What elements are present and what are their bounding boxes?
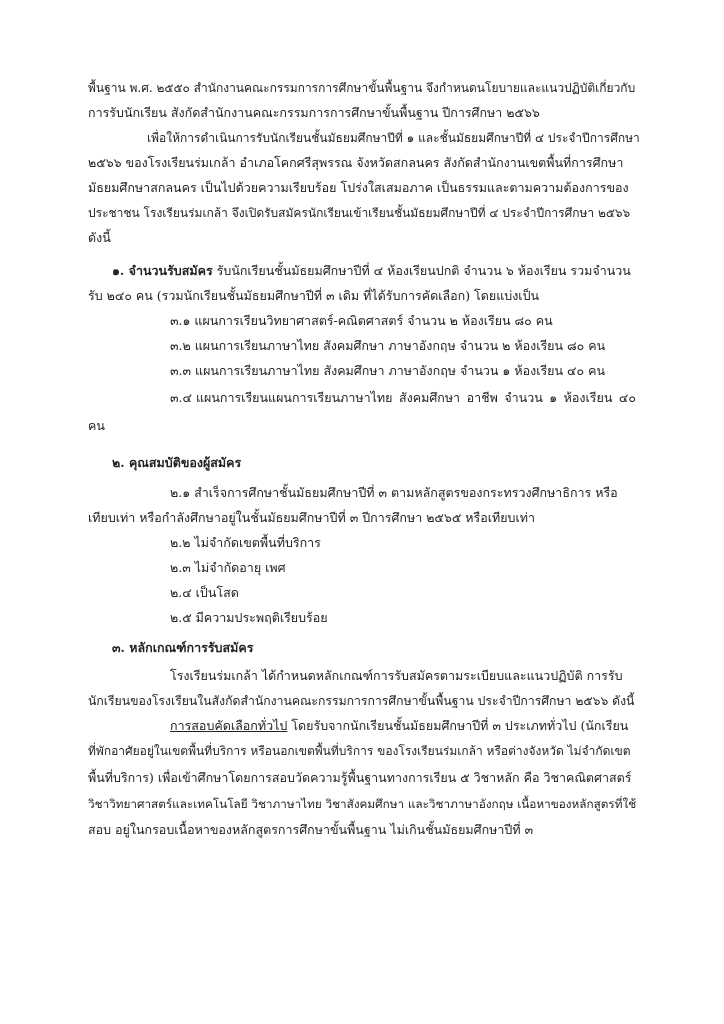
section-3-para-2-line-3: พื้นที่บริการ) เพื่อเข้าศึกษาโดยการสอบวัดความรู้พื้นฐานทางการเรียน ๕ วิชาหลัก คือ วิชาคณิตศาสตร์: [88, 770, 632, 785]
purpose-line-5: ดังนี้: [88, 230, 111, 245]
item-4-part: ห้องเรียน: [563, 390, 613, 405]
section-3-para-1-line-1: โรงเรียนร่มเกล้า ได้กำหนดหลักเกณฑ์การรับสมัครตามระเบียบและแนวปฏิบัติ การรับ: [170, 668, 623, 683]
section-3-para-1-line-2: นักเรียนของโรงเรียนในสังกัดสำนักงานคณะกรรมการการศึกษาขั้นพื้นฐาน ประจำปีการศึกษา ๒๕๖๖ ดังนี้: [88, 694, 635, 708]
intro-line-1: พื้นฐาน พ.ศ. ๒๕๕๐ สำนักงานคณะกรรมการการศึกษาขั้นพื้นฐาน จึงกำหนดนโยบายและแนวปฏิบัติเกี่ยวกับ: [88, 81, 636, 95]
section-1-item: ๓.๒ แผนการเรียนภาษาไทย สังคมศึกษา ภาษาอังกฤษ จำนวน ๒ ห้องเรียน ๘๐ คน: [170, 338, 606, 353]
section-3-para-2-line-5: สอบ อยู่ในกรอบเนื้อหาของหลักสูตรการศึกษาขั้นพื้นฐาน ไม่เกินชั้นมัธยมศึกษาปีที่ ๓: [88, 822, 534, 837]
item-4-part: ๑: [549, 390, 558, 405]
purpose-line-3: มัธยมศึกษาสกลนคร เป็นไปด้วยความเรียบร้อย โปร่งใสเสมอภาค เป็นธรรมและตามความต้องการของ: [88, 180, 629, 195]
general-selection-label: การสอบคัดเลือกทั่วไป: [170, 718, 288, 733]
section-1-line-1: [112, 263, 631, 279]
section-2-item-1-line-2: เทียบเท่า หรือกำลังศึกษาอยู่ในชั้นมัธยมศึกษาปีที่ ๓ ปีการศึกษา ๒๕๖๕ หรือเทียบเท่า: [88, 510, 536, 525]
section-3-heading: ๓. หลักเกณฑ์การรับสมัคร: [112, 640, 254, 655]
section-3-para-2-line-1: [170, 718, 628, 734]
section-1-item-justified: [170, 390, 636, 406]
section-1-heading: ๑. จำนวนรับสมัคร: [112, 263, 213, 278]
section-3-para-2-line-4: วิชาวิทยาศาสตร์และเทคโนโลยี วิชาภาษาไทย วิชาสังคมศึกษา และวิชาภาษาอังกฤษ เนื้อหาของหลักสูตรที่ใช้: [88, 797, 637, 811]
section-2-item: ๒.๒ ไม่จำกัดเขตพื้นที่บริการ: [170, 535, 321, 550]
section-1-line-2: รับ ๒๔๐ คน (รวมนักเรียนชั้นมัธยมศึกษาปีที่ ๓ เดิม ที่ได้รับการคัดเลือก) โดยแบ่งเป็น: [88, 288, 540, 303]
section-2-item: ๒.๕ มีความประพฤติเรียบร้อย: [170, 610, 328, 625]
section-3-para-2-line-2: ที่พักอาศัยอยู่ในเขตพื้นที่บริการ หรือนอกเขตพื้นที่บริการ ของโรงเรียนร่มเกล้า หรือต่างจังหวัด ไม่จำกัดเขต: [88, 744, 631, 758]
section-3-para-2-text: โดยรับจากนักเรียนชั้นมัธยมศึกษาปีที่ ๓ ประเภททั่วไป (นักเรียน: [291, 718, 629, 733]
item-4-part: จำนวน: [504, 390, 543, 405]
purpose-line-2: ๒๕๖๖ ของโรงเรียนร่มเกล้า อำเภอโคกศรีสุพรรณ จังหวัดสกลนคร สังกัดสำนักงานเขตพื้นที่การศึกษา: [88, 155, 624, 170]
purpose-line-1: เพื่อให้การดำเนินการรับนักเรียนชั้นมัธยมศึกษาปีที่ ๑ และชั้นมัธยมศึกษาปีที่ ๔ ประจำปีการศึกษา: [147, 131, 640, 145]
section-2-heading: ๒. คุณสมบัติของผู้สมัคร: [112, 455, 242, 470]
item-4-part: อาชีพ: [466, 390, 498, 405]
purpose-line-4: ประชาชน โรงเรียนร่มเกล้า จึงเปิดรับสมัครนักเรียนเข้าเรียนชั้นมัธยมศึกษาปีที่ ๔ ประจำปีการศึกษา ๒๕๖๖: [88, 206, 631, 220]
section-2-item: ๒.๔ เป็นโสด: [170, 585, 239, 600]
item-4-part: ๔๐: [618, 390, 636, 405]
intro-line-2: การรับนักเรียน สังกัดสำนักงานคณะกรรมการการศึกษาขั้นพื้นฐาน ปีการศึกษา ๒๕๖๖: [88, 105, 540, 120]
section-1-item: ๓.๓ แผนการเรียนภาษาไทย สังคมศึกษา ภาษาอังกฤษ จำนวน ๑ ห้องเรียน ๔๐ คน: [170, 363, 605, 378]
section-2-item: ๒.๓ ไม่จำกัดอายุ เพศ: [170, 560, 286, 575]
section-2-item-1-line-1: ๒.๑ สำเร็จการศึกษาชั้นมัธยมศึกษาปีที่ ๓ ตามหลักสูตรของกระทรวงศึกษาธิการ หรือ: [170, 485, 618, 500]
item-4-part: สังคมศึกษา: [398, 390, 461, 405]
section-1-item-continuation: คน: [88, 418, 105, 433]
item-4-part: ๓.๔ แผนการเรียนแผนการเรียนภาษาไทย: [170, 390, 393, 405]
section-1-text: รับนักเรียนชั้นมัธยมศึกษาปีที่ ๔ ห้องเรียนปกติ จำนวน ๖ ห้องเรียน รวมจำนวน: [216, 263, 631, 278]
section-1-item: ๓.๑ แผนการเรียนวิทยาศาสตร์-คณิตศาสตร์ จำนวน ๒ ห้องเรียน ๘๐ คน: [170, 313, 553, 328]
